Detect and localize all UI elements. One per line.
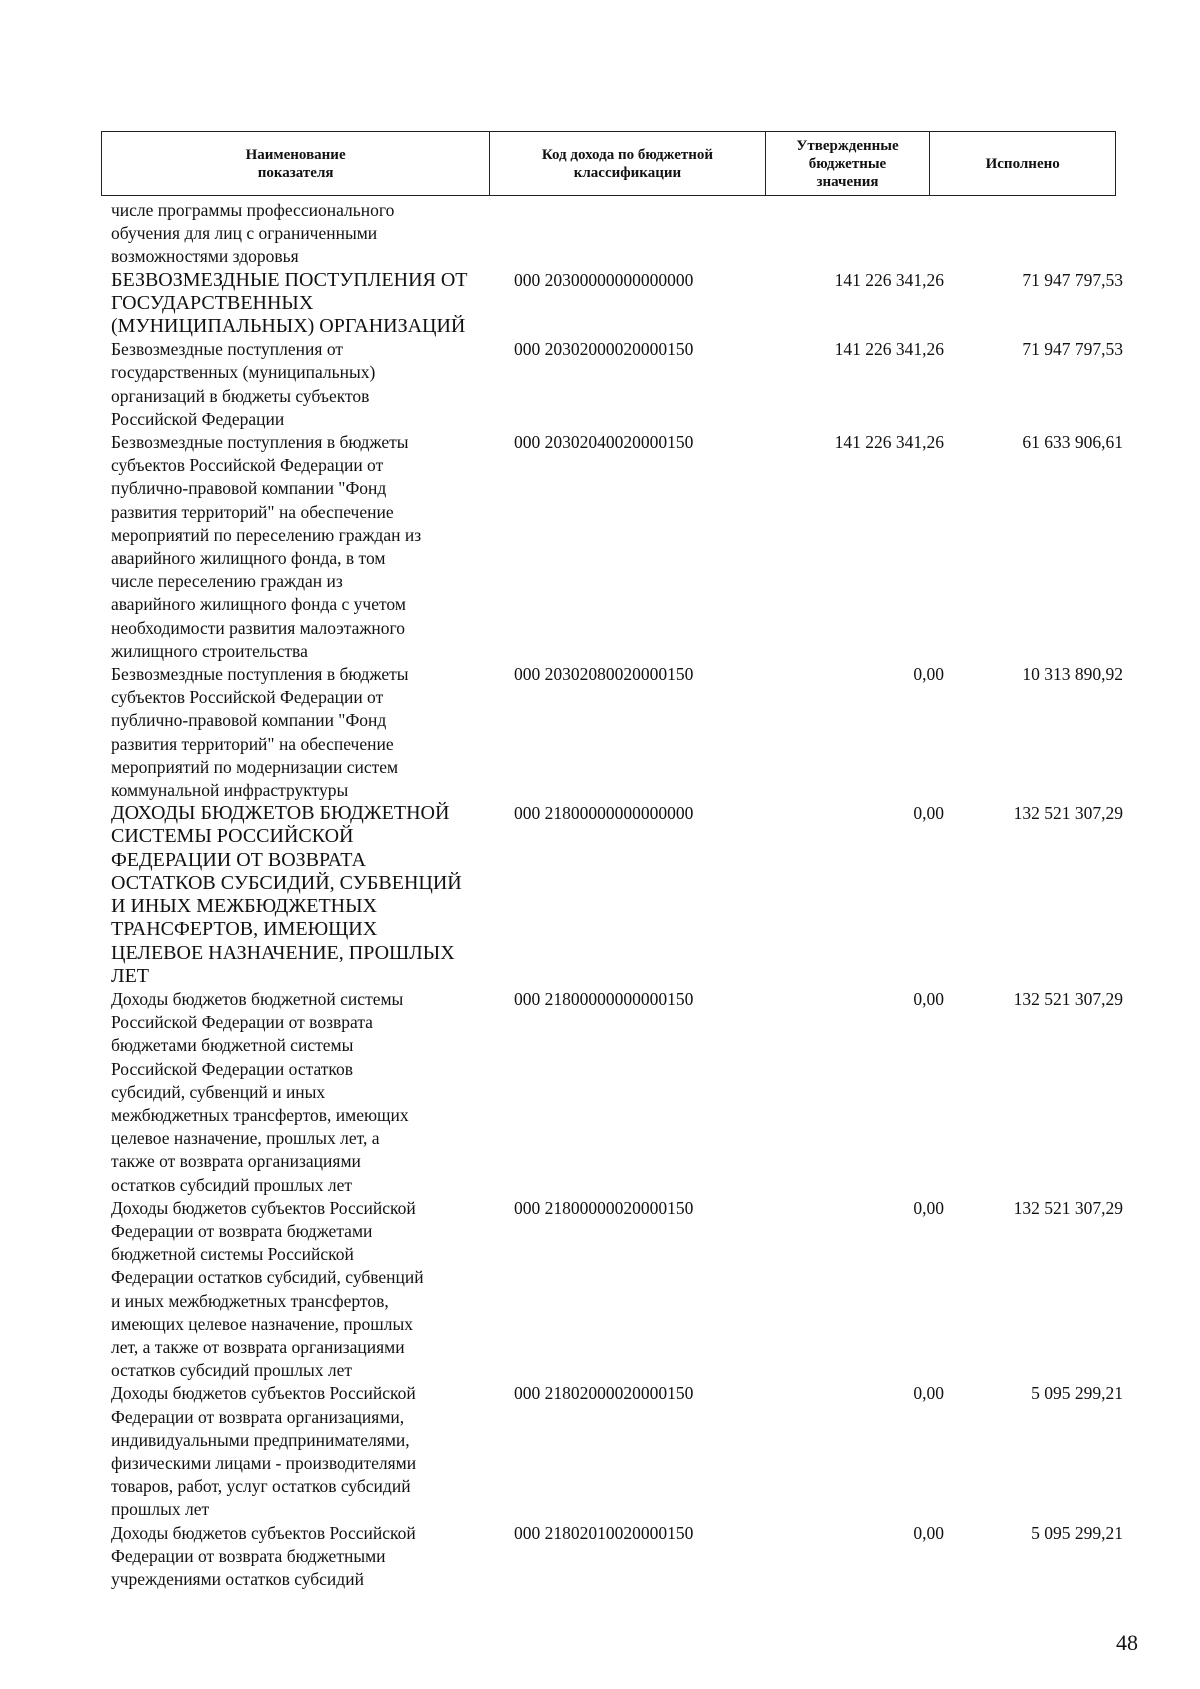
header-name-text: Наименование показателя xyxy=(245,146,346,181)
table-row xyxy=(111,802,1123,988)
row-name: Доходы бюджетов бюджетной системы Российской Федерации от возврата бюджетами бюджетной системы Российской Федерации остатков субсидий, субвенций и иных межбюджетных трансфертов, имеющих целевое назначение, прошлых лет, а также от возврата организациями остатков субсидий прошлых лет xyxy=(111,988,409,1195)
row-plan: 0,00 xyxy=(913,1383,944,1404)
header-code-text: Код дохода по бюджетной классификации xyxy=(541,146,714,181)
row-exec: 132 521 307,29 xyxy=(1013,988,1123,1009)
header-name xyxy=(102,132,490,195)
table-row xyxy=(111,663,1123,802)
row-plan: 141 226 341,26 xyxy=(834,269,944,290)
row-name: Безвозмездные поступления от государственных (муниципальных) организаций в бюджеты субъектов Российской Федерации xyxy=(111,339,376,429)
row-code: 000 20300000000000000 xyxy=(514,269,694,290)
row-exec: 10 313 890,92 xyxy=(1022,664,1123,685)
row-code: 000 20302000020000150 xyxy=(514,339,694,360)
header-plan-text: Утвержденные бюджетные значения xyxy=(796,137,899,190)
page-number: 48 xyxy=(1116,1630,1138,1655)
row-exec: 71 947 797,53 xyxy=(1022,339,1123,360)
row-plan: 0,00 xyxy=(913,988,944,1009)
row-exec: 5 095 299,21 xyxy=(1031,1383,1123,1404)
row-name: БЕЗВОЗМЕЗДНЫЕ ПОСТУПЛЕНИЯ ОТ ГОСУДАРСТВЕННЫХ (МУНИЦИПАЛЬНЫХ) ОРГАНИЗАЦИЙ xyxy=(111,268,468,338)
table-row xyxy=(111,988,1123,1197)
row-exec: 132 521 307,29 xyxy=(1013,1197,1123,1218)
table-row xyxy=(111,431,1123,663)
row-name: Доходы бюджетов субъектов Российской Федерации от возврата бюджетными учреждениями остатков субсидий xyxy=(111,1522,416,1589)
table-row xyxy=(111,338,1123,431)
row-exec: 61 633 906,61 xyxy=(1022,432,1123,453)
table-header xyxy=(101,131,1116,196)
table-row xyxy=(111,199,1116,269)
header-exec xyxy=(930,132,1115,195)
table-row xyxy=(111,1382,1123,1521)
row-name: Доходы бюджетов субъектов Российской Федерации от возврата бюджетами бюджетной системы Российской Федерации остатков субсидий, субвенций и иных межбюджетных трансфертов, имеющих целевое назначение, прошлых лет, а также от возврата организациями остатков субсидий прошлых лет xyxy=(111,1197,424,1381)
row-plan: 0,00 xyxy=(913,664,944,685)
row-plan: 0,00 xyxy=(913,803,944,824)
row-name: Доходы бюджетов субъектов Российской Федерации от возврата организациями, индивидуальными предпринимателями, физическими лицами - производителями товаров, работ, услуг остатков субсидий прошлых лет xyxy=(111,1383,417,1520)
row-name: Безвозмездные поступления в бюджеты субъектов Российской Федерации от публично-правовой компании "Фонд развития территорий" на обеспечение мероприятий по модернизации систем коммунальной инфраструктуры xyxy=(111,664,409,801)
row-plan: 141 226 341,26 xyxy=(834,432,944,453)
row-code: 000 20302040020000150 xyxy=(514,432,694,453)
header-exec-text: Исполнено xyxy=(985,155,1060,172)
row-exec: 71 947 797,53 xyxy=(1022,269,1123,290)
row-exec: 132 521 307,29 xyxy=(1013,803,1123,824)
table-row xyxy=(111,268,1123,339)
row-name: ДОХОДЫ БЮДЖЕТОВ БЮДЖЕТНОЙ СИСТЕМЫ РОССИЙСКОЙ ФЕДЕРАЦИИ ОТ ВОЗВРАТА ОСТАТКОВ СУБСИДИЙ, СУБВЕНЦИЙ И ИНЫХ МЕЖБЮДЖЕТНЫХ ТРАНСФЕРТОВ, ИМЕЮЩИХ ЦЕЛЕВОЕ НАЗНАЧЕНИЕ, ПРОШЛЫХ ЛЕТ xyxy=(111,802,462,987)
row-code: 000 21802010020000150 xyxy=(514,1522,694,1543)
table-row xyxy=(111,1522,1123,1592)
row-plan: 0,00 xyxy=(913,1522,944,1543)
row-name: числе программы профессионального обучения для лиц с ограниченными возможностями здоровья xyxy=(111,200,395,267)
header-code xyxy=(490,132,765,195)
row-code: 000 21800000000000000 xyxy=(514,803,694,824)
row-code: 000 21800000020000150 xyxy=(514,1197,694,1218)
row-plan: 141 226 341,26 xyxy=(834,339,944,360)
row-exec: 5 095 299,21 xyxy=(1031,1522,1123,1543)
row-code: 000 21802000020000150 xyxy=(514,1383,694,1404)
row-name: Безвозмездные поступления в бюджеты субъектов Российской Федерации от публично-правовой компании "Фонд развития территорий" на обеспечение мероприятий по переселению граждан из аварийного жилищного фонда, в том числе переселению граждан из аварийного жилищного фонда с учетом необходимости развития малоэтажного жилищного строительства xyxy=(111,432,422,661)
row-plan: 0,00 xyxy=(913,1197,944,1218)
header-plan xyxy=(766,132,931,195)
table-body xyxy=(111,199,1123,1591)
row-code: 000 20302080020000150 xyxy=(514,664,694,685)
row-code: 000 21800000000000150 xyxy=(514,988,694,1009)
table-row xyxy=(111,1197,1123,1383)
